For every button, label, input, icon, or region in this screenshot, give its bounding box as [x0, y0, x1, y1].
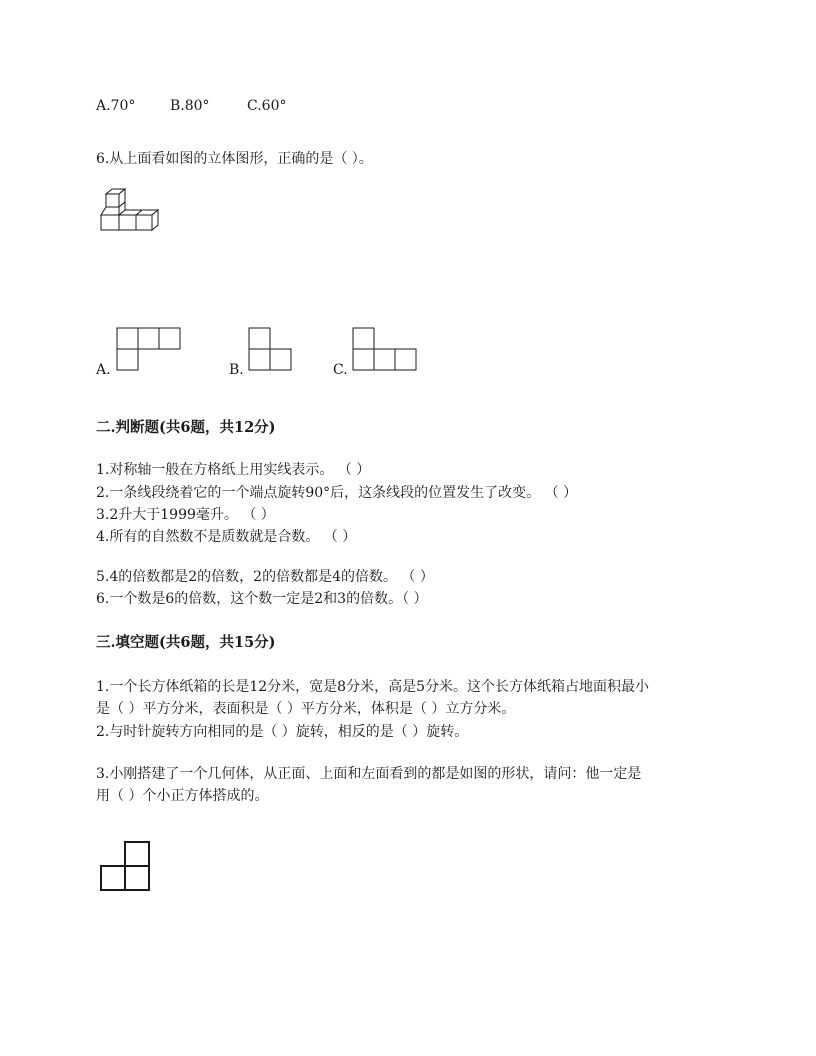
judge-item-5: 5.4的倍数都是2的倍数，2的倍数都是4的倍数。 （ ）: [96, 569, 434, 585]
fill-item-1-line-2: 是（ ）平方分米，表面积是（ ）平方分米，体积是（ ）立方分米。: [96, 701, 516, 717]
three-view-figure: [99, 840, 153, 894]
fill-item-1-line-1: 1.一个长方体纸箱的长是12分米，宽是8分米，高是5分米。这个长方体纸箱占地面积最小: [96, 679, 649, 695]
q6-question-text: 6.从上面看如图的立体图形，正确的是（ ）。: [96, 151, 373, 167]
q6-option-c-figure: [352, 327, 418, 373]
judge-item-2: 2.一条线段绕着它的一个端点旋转90°后，这条线段的位置发生了改变。 （ ）: [96, 485, 578, 501]
q6-option-a-figure: [116, 327, 182, 373]
q6-option-c-label: C.: [333, 362, 348, 378]
q6-option-b-figure: [248, 327, 294, 373]
q5-option-a: A.70°: [96, 98, 136, 114]
section-3-heading: 三.填空题(共6题，共15分): [96, 634, 276, 651]
section-2-heading: 二.判断题(共6题，共12分): [96, 419, 276, 436]
q5-option-c: C.60°: [247, 98, 287, 114]
cube-stack-figure: [98, 188, 162, 236]
fill-item-3-line-1: 3.小刚搭建了一个几何体，从正面、上面和左面看到的都是如图的形状，请问：他一定是: [96, 766, 642, 782]
judge-item-4: 4.所有的自然数不是质数就是合数。 （ ）: [96, 529, 357, 545]
judge-item-6: 6.一个数是6的倍数，这个数一定是2和3的倍数。（ ）: [96, 591, 428, 607]
fill-item-3-line-2: 用（ ）个小正方体搭成的。: [96, 788, 269, 804]
fill-item-2: 2.与时针旋转方向相同的是（ ）旋转，相反的是（ ）旋转。: [96, 724, 469, 740]
judge-item-1: 1.对称轴一般在方格纸上用实线表示。 （ ）: [96, 462, 371, 478]
q5-option-b: B.80°: [170, 98, 210, 114]
judge-item-3: 3.2升大于1999毫升。 （ ）: [96, 507, 275, 523]
q6-option-a-label: A.: [96, 362, 111, 378]
q6-option-b-label: B.: [229, 362, 244, 378]
